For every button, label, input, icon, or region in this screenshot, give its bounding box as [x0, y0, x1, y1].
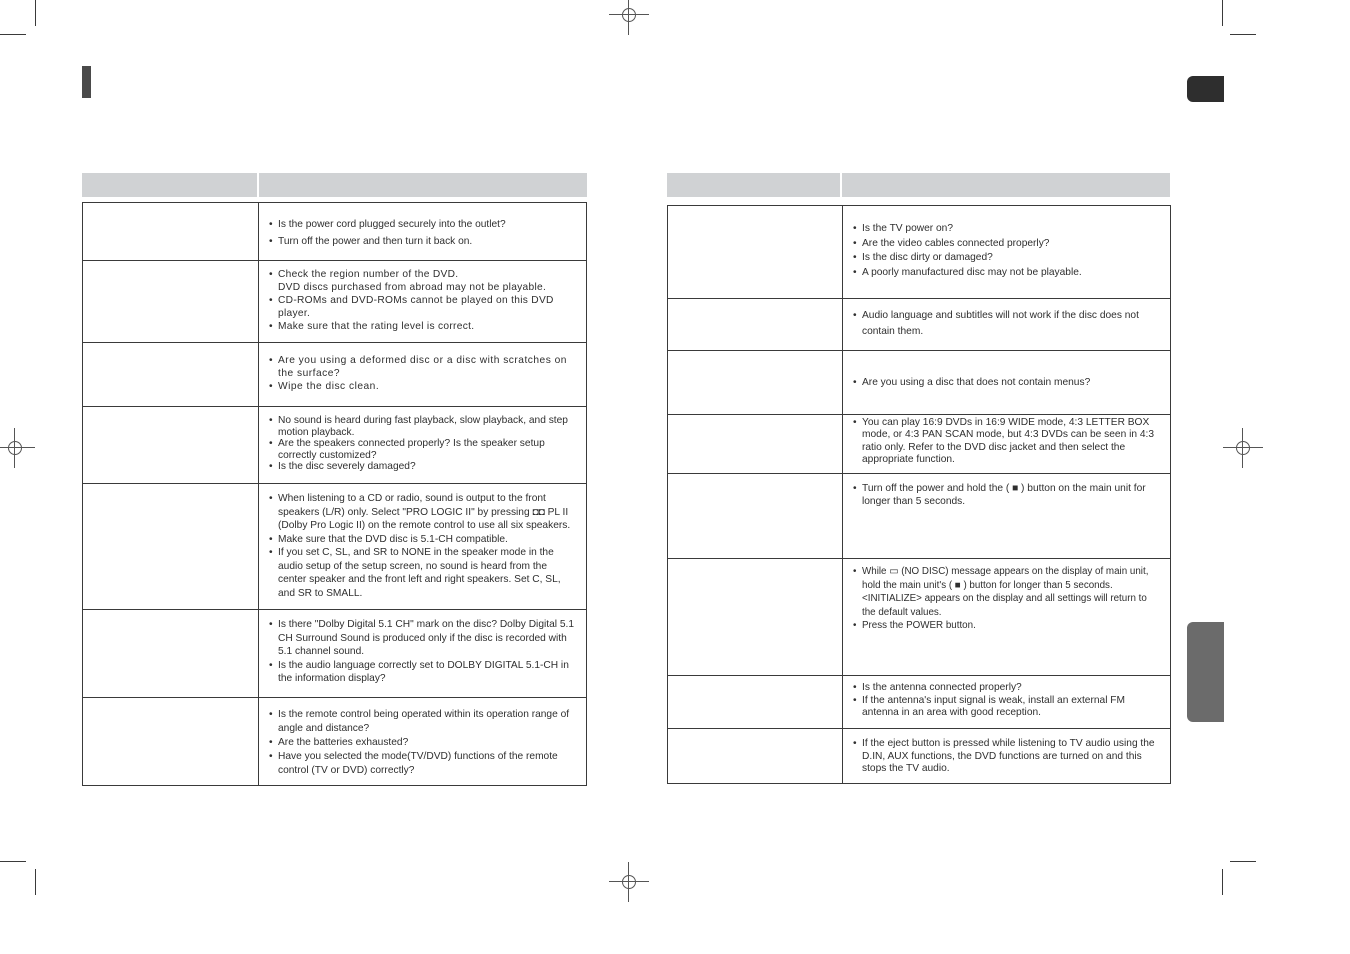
check-cell — [843, 414, 1170, 473]
check-cell — [843, 728, 1170, 783]
list-item: • Are the speakers connected properly? Is the speaker setup correctly customized? — [269, 438, 576, 461]
registration-mark — [0, 428, 35, 468]
table-row — [668, 728, 1170, 783]
check-cell — [843, 473, 1170, 558]
list-item: • If the eject button is pressed while listening to TV audio using the D.IN, AUX functions, the DVD functions are turned on and this stops the TV audio. — [853, 738, 1160, 776]
check-cell — [259, 203, 586, 260]
table-row — [83, 203, 586, 261]
table-row — [668, 558, 1170, 676]
check-list — [853, 376, 1160, 389]
list-item: • Is the remote control being operated within its operation range of angle and distance? — [269, 708, 576, 736]
list-item: • Are the video cables connected properly? — [853, 237, 1160, 252]
check-list — [853, 483, 1160, 508]
table-row — [83, 697, 586, 785]
header-cell-check — [842, 173, 1170, 197]
symptom-cell — [668, 675, 843, 728]
symptom-cell — [83, 203, 259, 260]
list-item: • Turn off the power and then turn it back on. — [269, 235, 576, 248]
check-cell — [259, 483, 586, 609]
list-item: • A poorly manufactured disc may not be playable. — [853, 266, 1160, 281]
right-troubleshooting-table — [667, 205, 1171, 784]
check-list — [853, 682, 1160, 720]
title-accent-bar — [82, 66, 91, 98]
check-list — [853, 308, 1160, 340]
check-list — [269, 492, 576, 600]
right-table-header — [667, 173, 1170, 197]
list-item: • Make sure that the DVD disc is 5.1-CH compatible. — [269, 533, 576, 547]
check-list — [853, 738, 1160, 776]
check-cell — [259, 609, 586, 697]
table-row — [83, 260, 586, 343]
check-cell — [843, 206, 1170, 298]
list-item: • Are you using a deformed disc or a disc with scratches on the surface? — [269, 354, 576, 380]
crop-mark — [1230, 861, 1256, 862]
check-list — [269, 415, 576, 473]
crop-mark — [1230, 34, 1256, 35]
symptom-cell — [668, 558, 843, 675]
symptom-cell — [668, 298, 843, 350]
symptom-cell — [83, 609, 259, 697]
list-item: • Is the disc severely damaged? — [269, 461, 576, 473]
list-item: • Make sure that the rating level is correct. — [269, 320, 576, 333]
symptom-cell — [668, 206, 843, 298]
list-item: • Turn off the power and hold the ( ■ ) button on the main unit for longer than 5 seconds. — [853, 483, 1160, 508]
table-row — [668, 206, 1170, 299]
symptom-cell — [668, 473, 843, 558]
symptom-cell — [668, 728, 843, 783]
check-list — [269, 354, 576, 393]
table-row — [83, 483, 586, 610]
list-item: • You can play 16:9 DVDs in 16:9 WIDE mode, 4:3 LETTER BOX mode, or 4:3 PAN SCAN mode, but 4:3 DVDs can be seen in 4:3 ratio only. Refer to the DVD disc jacket and then select the appropriate function. — [853, 417, 1160, 466]
check-cell — [259, 406, 586, 483]
symptom-cell — [83, 260, 259, 342]
table-row — [83, 609, 586, 698]
check-list — [853, 417, 1160, 466]
check-list — [269, 218, 576, 252]
crop-mark — [0, 34, 26, 35]
crop-mark — [35, 0, 36, 26]
symptom-cell — [83, 342, 259, 406]
table-row — [668, 473, 1170, 559]
list-item: • Wipe the disc clean. — [269, 380, 576, 393]
check-list — [853, 222, 1160, 280]
list-item: • When listening to a CD or radio, sound is output to the front speakers (L/R) only. Select "PRO LOGIC II" by pressing ◘◘ PL II (Dolby Pro Logic II) on the remote control to use all six speakers. — [269, 492, 576, 533]
list-item: • While ▭ (NO DISC) message appears on the display of main unit, hold the main unit's ( ■ ) button for longer than 5 seconds. <INITIALIZE> appears on the display and all settings will return to the default values. — [853, 565, 1160, 619]
crop-mark — [35, 869, 36, 895]
check-list — [269, 708, 576, 778]
header-cell-symptom — [82, 173, 259, 197]
header-cell-symptom — [667, 173, 842, 197]
table-row — [668, 675, 1170, 729]
left-table-header — [82, 173, 587, 197]
check-list — [853, 565, 1160, 633]
table-row — [83, 406, 586, 484]
symptom-cell — [83, 406, 259, 483]
crop-mark — [0, 861, 26, 862]
symptom-cell — [83, 483, 259, 609]
check-cell — [259, 342, 586, 406]
registration-mark — [609, 862, 649, 902]
list-item: • Is the audio language correctly set to DOLBY DIGITAL 5.1-CH in the information display? — [269, 659, 576, 686]
symptom-cell — [668, 350, 843, 414]
list-item: • Is the TV power on? — [853, 222, 1160, 237]
list-item: • Are the batteries exhausted? — [269, 736, 576, 750]
list-item: • Press the POWER button. — [853, 619, 1160, 633]
left-troubleshooting-table — [82, 202, 587, 786]
list-item: • Are you using a disc that does not contain menus? — [853, 376, 1160, 389]
list-item: • No sound is heard during fast playback, slow playback, and step motion playback. — [269, 415, 576, 438]
symptom-cell — [83, 697, 259, 785]
table-row — [668, 414, 1170, 474]
symptom-cell — [668, 414, 843, 473]
list-item: • Is the power cord plugged securely into the outlet? — [269, 218, 576, 231]
check-cell — [843, 298, 1170, 350]
check-list — [269, 268, 576, 333]
list-item: • Have you selected the mode(TV/DVD) functions of the remote control (TV or DVD) correctly? — [269, 750, 576, 778]
table-row — [668, 298, 1170, 351]
list-item: • Is there "Dolby Digital 5.1 CH" mark on the disc? Dolby Digital 5.1 CH Surround Sound is produced only if the disc is recorded with 5.1 channel sound. — [269, 618, 576, 659]
check-cell — [259, 260, 586, 342]
check-cell — [843, 350, 1170, 414]
list-item: • If the antenna's input signal is weak, install an external FM antenna in an area with good reception. — [853, 695, 1160, 720]
check-cell — [843, 558, 1170, 675]
table-row — [668, 350, 1170, 415]
list-item: • Audio language and subtitles will not work if the disc does not contain them. — [853, 308, 1160, 340]
check-list — [269, 618, 576, 686]
list-item: • CD-ROMs and DVD-ROMs cannot be played on this DVD player. — [269, 294, 576, 320]
section-tab — [1187, 622, 1224, 722]
list-item: • If you set C, SL, and SR to NONE in the speaker mode in the audio setup of the setup screen, no sound is heard from the center speaker and the front left and right speakers. Set C, SL, and SR to SMALL. — [269, 546, 576, 600]
list-item: • Check the region number of the DVD. DVD discs purchased from abroad may not be playable. — [269, 268, 576, 294]
registration-mark — [609, 0, 649, 35]
header-cell-check — [259, 173, 587, 197]
registration-mark — [1223, 428, 1263, 468]
check-cell — [843, 675, 1170, 728]
crop-mark — [1222, 0, 1223, 26]
page-tab — [1187, 76, 1224, 102]
crop-mark — [1222, 869, 1223, 895]
list-item: • Is the antenna connected properly? — [853, 682, 1160, 695]
list-item: • Is the disc dirty or damaged? — [853, 251, 1160, 266]
table-row — [83, 342, 586, 407]
check-cell — [259, 697, 586, 785]
